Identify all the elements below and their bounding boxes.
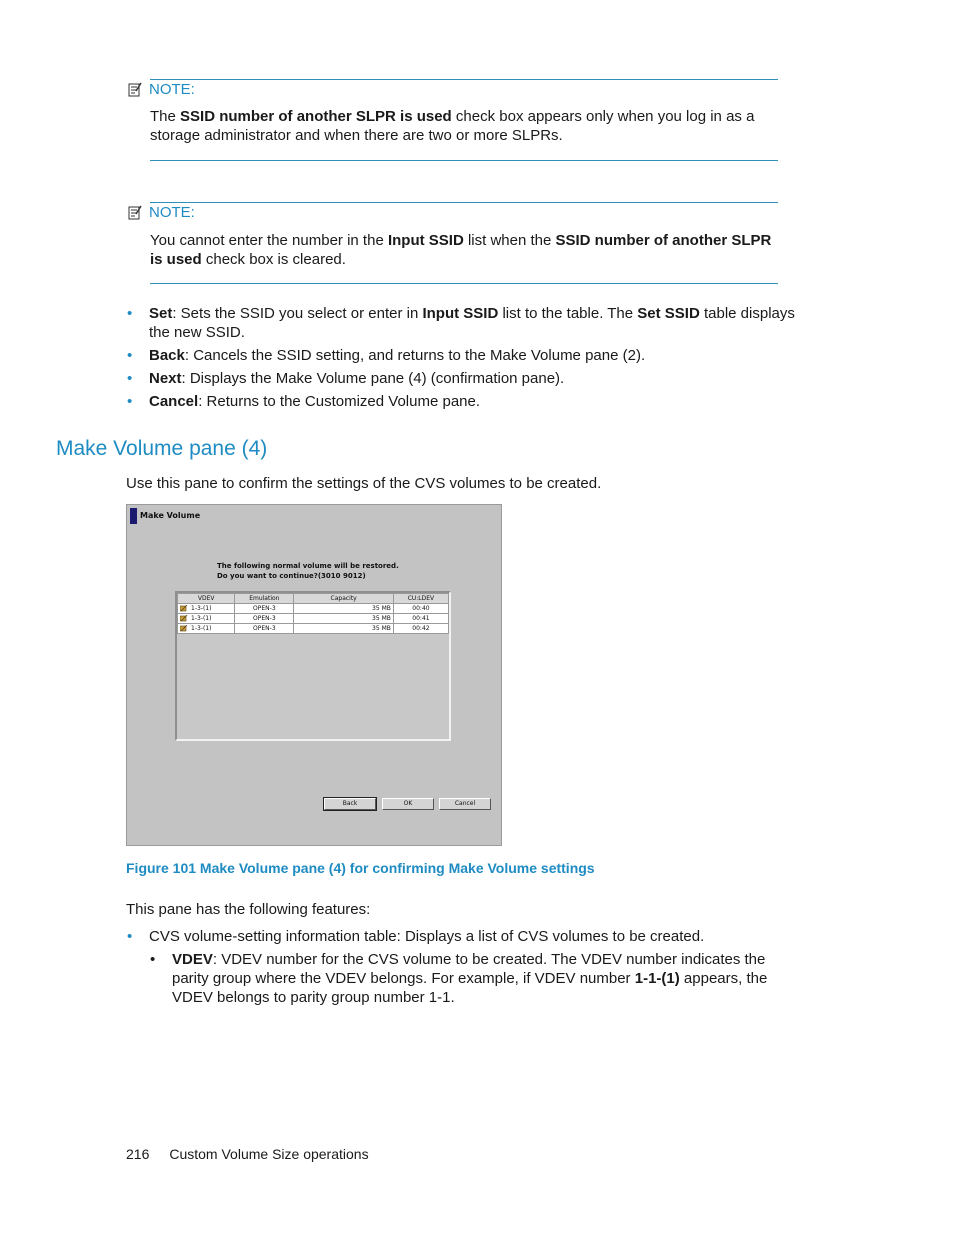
column-header-emulation[interactable]: Emulation: [235, 594, 294, 604]
capacity-cell: 35 MB: [294, 614, 394, 624]
note-rule-top: [150, 202, 778, 203]
volume-table: [175, 591, 451, 741]
note-icon: [128, 205, 143, 220]
ok-button[interactable]: OK: [382, 798, 434, 810]
page-number: 216: [126, 1146, 150, 1162]
chapter-title: Custom Volume Size operations: [169, 1146, 369, 1162]
note-rule-bottom: [150, 160, 778, 161]
culdev-cell: 00:41: [393, 614, 448, 624]
note-icon: [128, 82, 143, 97]
emulation-cell: OPEN-3: [235, 614, 294, 624]
features-sublist: [150, 950, 806, 1007]
message-line: Do you want to continue?(3010 9012): [217, 572, 366, 580]
table-row[interactable]: [178, 614, 449, 624]
emulation-cell: OPEN-3: [235, 604, 294, 614]
figure-caption: Figure 101 Make Volume pane (4) for confirming Make Volume settings: [126, 860, 595, 876]
vdev-cell: 1-3-(1): [178, 624, 235, 634]
volume-icon: [180, 615, 188, 622]
confirm-message: [217, 561, 399, 581]
vdev-cell: 1-3-(1): [178, 614, 235, 624]
list-item: • VDEV: VDEV number for the CVS volume to be created. The VDEV number indicates the parity group where the VDEV belongs. For example, if VDEV number 1-1-(1) appears, the VDEV belongs to parity group number 1-1.: [150, 951, 768, 1006]
make-volume-screenshot: [126, 504, 502, 846]
option-list: [127, 304, 807, 411]
features-intro: This pane has the following features:: [126, 901, 371, 918]
pane-title: Make Volume: [140, 511, 201, 520]
column-header-capacity[interactable]: Capacity: [294, 594, 394, 604]
culdev-cell: 00:42: [393, 624, 448, 634]
note-label: NOTE:: [149, 204, 195, 221]
table-header-row: [178, 594, 449, 604]
section-heading: Make Volume pane (4): [56, 437, 268, 460]
volume-grid: [177, 593, 449, 634]
list-item: • Set: Sets the SSID you select or enter in Input SSID list to the table. The Set SSID table displays the new SSID.: [127, 305, 795, 341]
cancel-button[interactable]: Cancel: [439, 798, 491, 810]
volume-icon: [180, 605, 188, 612]
page-footer: [126, 1146, 389, 1162]
list-item: • Next: Displays the Make Volume pane (4) (confirmation pane).: [127, 370, 565, 387]
table-row[interactable]: [178, 624, 449, 634]
note-rule-top: [150, 79, 778, 80]
note-box: [128, 79, 778, 161]
list-item: • Back: Cancels the SSID setting, and returns to the Make Volume pane (2).: [127, 347, 646, 364]
emulation-cell: OPEN-3: [235, 624, 294, 634]
column-header-culdev[interactable]: CU:LDEV: [393, 594, 448, 604]
column-header-vdev[interactable]: VDEV: [178, 594, 235, 604]
note-rule-bottom: [150, 283, 778, 284]
table-row[interactable]: [178, 604, 449, 614]
capacity-cell: 35 MB: [294, 624, 394, 634]
volume-icon: [180, 625, 188, 632]
message-line: The following normal volume will be restored.: [217, 562, 399, 570]
list-item: • Cancel: Returns to the Customized Volume pane.: [127, 393, 481, 410]
note-text: You cannot enter the number in the Input SSID list when the SSID number of another SLPR is used check box is cleared.: [150, 232, 772, 268]
section-intro: Use this pane to confirm the settings of the CVS volumes to be created.: [126, 475, 602, 492]
note-label: NOTE:: [149, 81, 195, 98]
back-button[interactable]: Back: [324, 798, 376, 810]
list-item: • CVS volume-setting information table: Displays a list of CVS volumes to be created.: [127, 928, 705, 945]
culdev-cell: 00:40: [393, 604, 448, 614]
vdev-cell: 1-3-(1): [178, 604, 235, 614]
capacity-cell: 35 MB: [294, 604, 394, 614]
note-text: The SSID number of another SLPR is used check box appears only when you log in as a storage administrator and when there are two or more SLPRs.: [150, 108, 755, 144]
features-list: [127, 927, 807, 946]
note-header: [128, 81, 195, 98]
title-bar-accent: [130, 508, 137, 524]
note-header: [128, 204, 195, 221]
note-box: [128, 202, 778, 284]
